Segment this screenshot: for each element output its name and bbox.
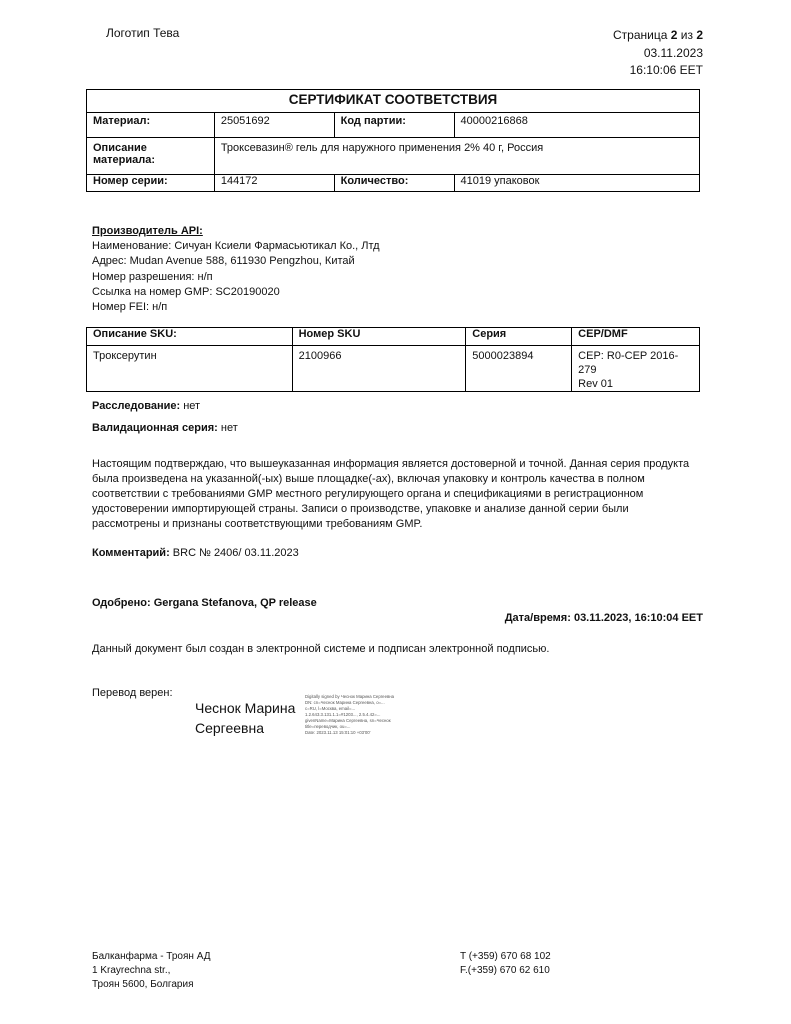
api-line: Номер FEI: н/п xyxy=(92,301,168,314)
batch-code-value: 40000216868 xyxy=(454,113,699,138)
stamp-line: c=RU, l=Москва, email=... xyxy=(305,706,356,711)
footer-line: Троян 5600, Болгария xyxy=(92,979,194,990)
footer-address xyxy=(92,950,210,992)
stamp-line: 1.2.643.3.131.1.1=#1203..., 2.5.4.42=... xyxy=(305,712,381,717)
description-value: Троксевазин® гель для наружного применения 2% 40 г, Россия xyxy=(214,138,699,175)
api-line: Наименование: Сичуан Ксиели Фармасьютикал Ко., Лтд xyxy=(92,240,380,253)
approved-by: Одобрено: Gergana Stefanova, QP release xyxy=(92,597,317,609)
sku-cep-line: CEP: R0-CEP 2016-279 xyxy=(578,350,679,376)
footer-phone: T (+359) 670 68 102 xyxy=(460,951,551,962)
api-line: Адрес: Mudan Avenue 588, 611930 Pengzhou, Китай xyxy=(92,255,355,268)
sku-header-number: Номер SKU xyxy=(292,328,466,346)
sku-header-series: Серия xyxy=(466,328,572,346)
translator-name-line: Чеснок Марина xyxy=(195,700,296,716)
sku-cep-line: Rev 01 xyxy=(578,378,614,390)
footer-line: Балканфарма - Троян АД xyxy=(92,951,211,962)
footer-contacts xyxy=(460,950,551,978)
sku-cep xyxy=(572,346,700,392)
comment-label: Комментарий: xyxy=(92,547,170,559)
sku-description: Троксерутин xyxy=(87,346,293,392)
comment-value: BRC № 2406/ 03.11.2023 xyxy=(169,547,299,559)
batch-code-label: Код партии: xyxy=(334,113,454,138)
approval-datetime: Дата/время: 03.11.2023, 16:10:04 EET xyxy=(504,612,703,624)
digital-signature-stamp xyxy=(305,694,417,736)
quantity-label: Количество: xyxy=(334,175,454,192)
electronic-note: Данный документ был создан в электронной системе и подписан электронной подписью. xyxy=(92,643,550,655)
api-line: Ссылка на номер GMP: SC20190020 xyxy=(92,285,280,298)
stamp-line: title=переводчик, ou=... xyxy=(305,724,351,729)
investigation-label: Расследование: xyxy=(92,400,181,412)
sku-header-cep: CEP/DMF xyxy=(572,328,700,346)
footer-fax: F.(+359) 670 62 610 xyxy=(460,965,550,976)
stamp-line: givenName=Марина Сергеевна, sn=Чеснок xyxy=(305,718,391,723)
statement-paragraph: Настоящим подтверждаю, что вышеуказанная информация является достоверной и точной. Данная серия продукта была произведена на указанной(-ых) выше площадке(-ах), включая упаковку и контроль качества в полном соответствии с требованиями GMP местного регулирующего органа и спецификациями в регистрационном удостоверении импортирующей страны. Записи о производстве, упаковке и анализе данной серии были рассмотрены и признаны соответствующими требованиям GMP. xyxy=(92,458,690,530)
sku-header-description: Описание SKU: xyxy=(87,328,293,346)
certificate-table xyxy=(86,89,700,192)
investigation-value: нет xyxy=(180,400,201,412)
quantity-value: 41019 упаковок xyxy=(454,175,699,192)
api-heading: Производитель API: xyxy=(92,225,203,237)
material-value: 25051692 xyxy=(214,113,334,138)
page-number xyxy=(613,26,703,44)
api-line: Номер разрешения: н/п xyxy=(92,270,213,283)
sku-series: 5000023894 xyxy=(466,346,572,392)
api-manufacturer-block xyxy=(92,224,380,315)
series-label: Номер серии: xyxy=(87,175,215,192)
stamp-line: Date: 2023.11.13 15:01:10 +03'00' xyxy=(305,730,371,735)
stamp-line: Digitally signed by Чеснок Марина Сергеевна xyxy=(305,694,395,699)
page-mid: из xyxy=(677,28,697,42)
validation xyxy=(92,422,238,434)
validation-label: Валидационная серия: xyxy=(92,422,218,434)
certificate-title: СЕРТИФИКАТ СООТВЕТСТВИЯ xyxy=(87,90,700,113)
translation-label: Перевод верен: xyxy=(92,687,173,699)
sku-number: 2100966 xyxy=(292,346,466,392)
investigation xyxy=(92,400,200,412)
series-value: 144172 xyxy=(214,175,334,192)
footer-line: 1 Krayrechna str., xyxy=(92,965,171,976)
page-total: 2 xyxy=(696,28,703,42)
material-label: Материал: xyxy=(87,113,215,138)
header-date: 03.11.2023 xyxy=(643,46,703,60)
page-prefix: Страница xyxy=(613,28,671,42)
stamp-line: DN: cn=Чеснок Марина Сергеевна, o=... xyxy=(305,700,385,705)
sku-table xyxy=(86,327,700,392)
validation-value: нет xyxy=(217,422,238,434)
header-time: 16:10:06 EET xyxy=(629,63,703,77)
comment xyxy=(92,547,299,559)
page-current: 2 xyxy=(670,28,678,42)
description-label: Описание материала: xyxy=(87,138,215,175)
company-logo: Логотип Тева xyxy=(106,26,180,40)
translator-name-line: Сергеевна xyxy=(195,720,265,736)
translator-name xyxy=(195,698,295,738)
